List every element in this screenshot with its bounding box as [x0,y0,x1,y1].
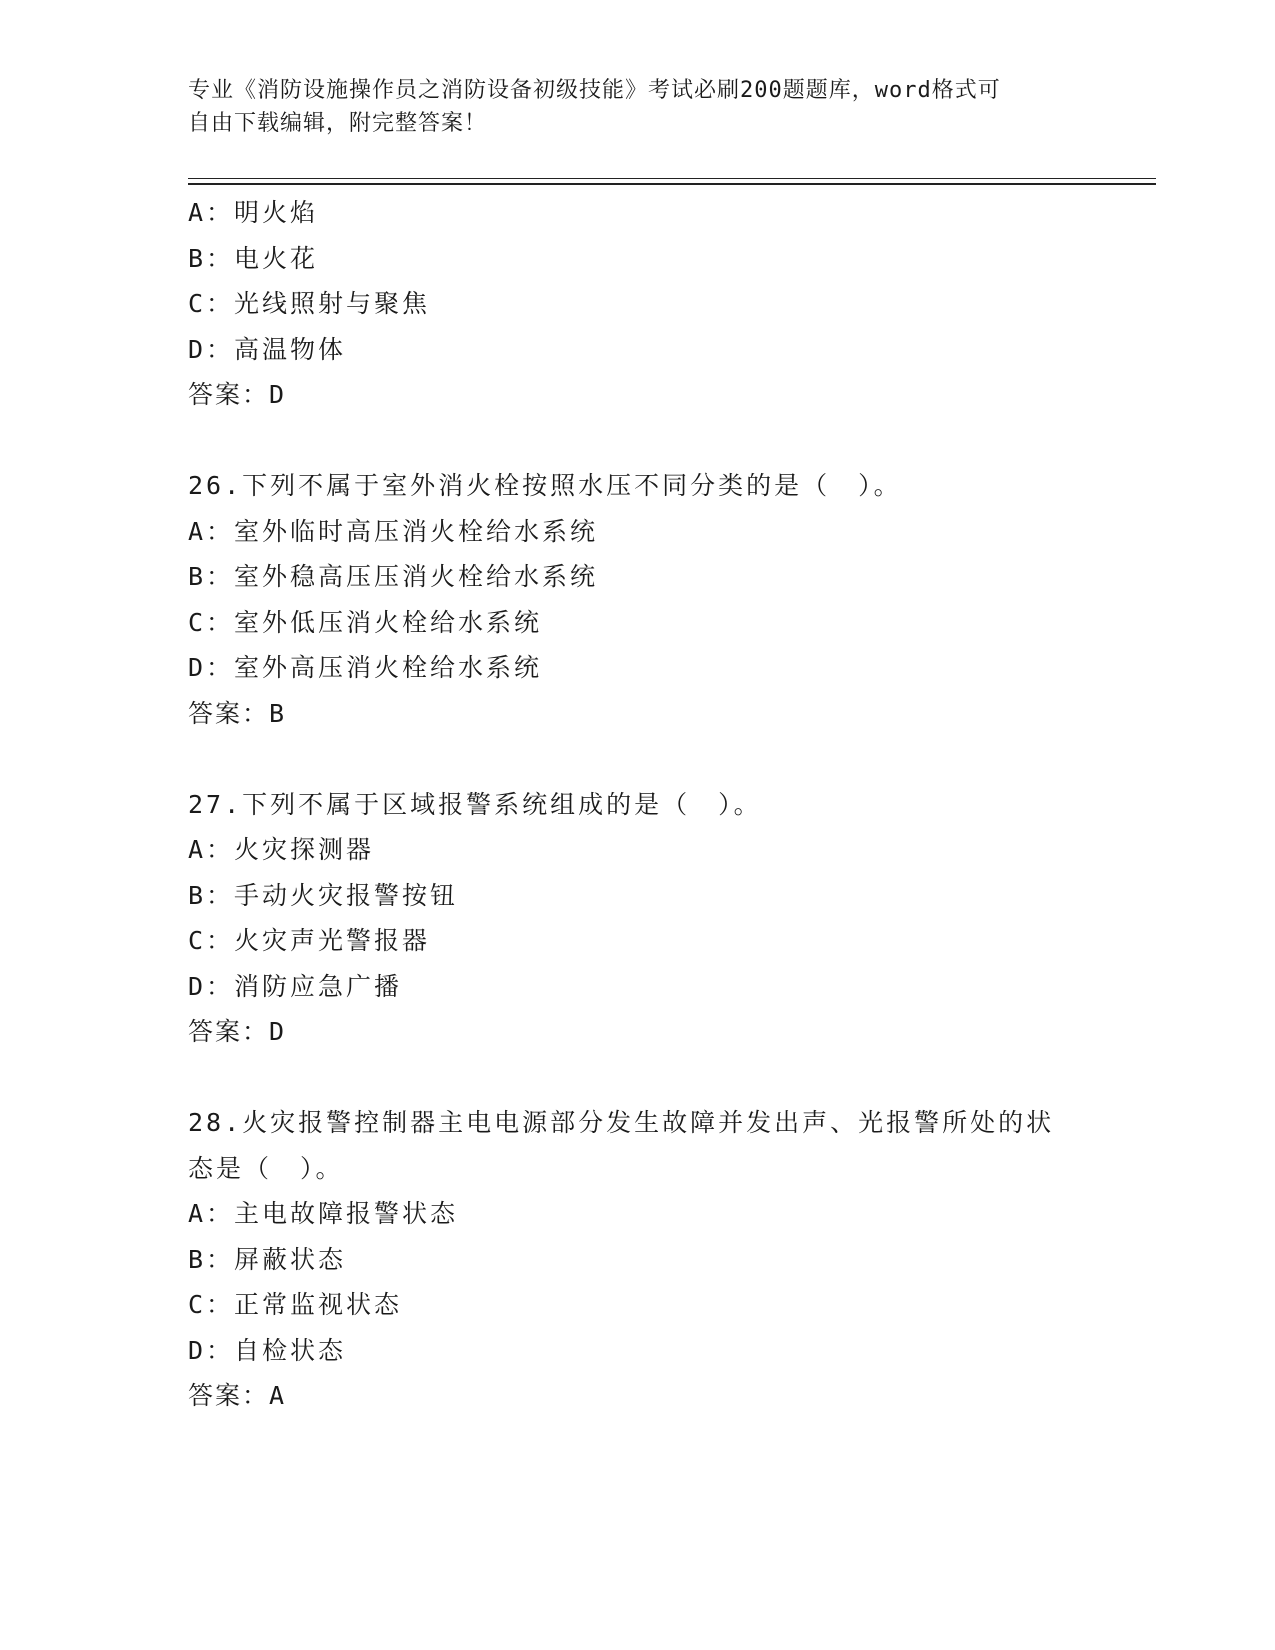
question-stem: 27.下列不属于区域报警系统组成的是（ ）。 [188,789,762,819]
answer-line: 答案：D [188,1017,287,1046]
option-a: A：明火焰 [188,198,319,227]
option-d: D：消防应急广播 [188,971,403,1001]
option-b: B：室外稳高压压消火栓给水系统 [188,562,599,591]
answer-line: 答案：A [188,1381,287,1410]
answer-line: 答案：D [188,380,287,409]
question-block-27 [188,782,1088,1055]
header-divider [188,178,1156,185]
option-a: A：室外临时高压消火栓给水系统 [188,516,599,546]
option-c: C：室外低压消火栓给水系统 [188,607,543,637]
option-a: A：火灾探测器 [188,835,375,864]
question-list [188,190,1088,1419]
option-a: A：主电故障报警状态 [188,1199,459,1228]
option-b: B：电火花 [188,243,319,273]
question-block-28 [188,1100,1088,1419]
header-line-1: 专业《消防设施操作员之消防设备初级技能》考试必刷200题题库，word格式可 [188,78,1001,103]
option-d: D：高温物体 [188,334,347,364]
option-c: C：光线照射与聚焦 [188,289,431,318]
option-d: D：自检状态 [188,1335,347,1365]
spacer [188,418,1088,464]
option-b: B：手动火灾报警按钮 [188,880,459,910]
question-block-25 [188,190,1088,418]
question-stem-line-1: 28.火灾报警控制器主电电源部分发生故障并发出声、光报警所处的状 [188,1108,1055,1137]
option-c: C：正常监视状态 [188,1290,403,1319]
answer-line: 答案：B [188,698,287,728]
option-b: B：屏蔽状态 [188,1244,347,1274]
question-stem: 26.下列不属于室外消火栓按照水压不同分类的是（ ）。 [188,471,902,500]
question-stem-line-2: 态是（ ）。 [188,1153,344,1183]
spacer [188,736,1088,782]
document-header [188,74,1078,140]
header-line-2: 自由下载编辑，附完整答案！ [188,111,488,136]
spacer [188,1055,1088,1101]
option-d: D：室外高压消火栓给水系统 [188,653,543,682]
option-c: C：火灾声光警报器 [188,926,431,955]
question-block-26 [188,463,1088,736]
